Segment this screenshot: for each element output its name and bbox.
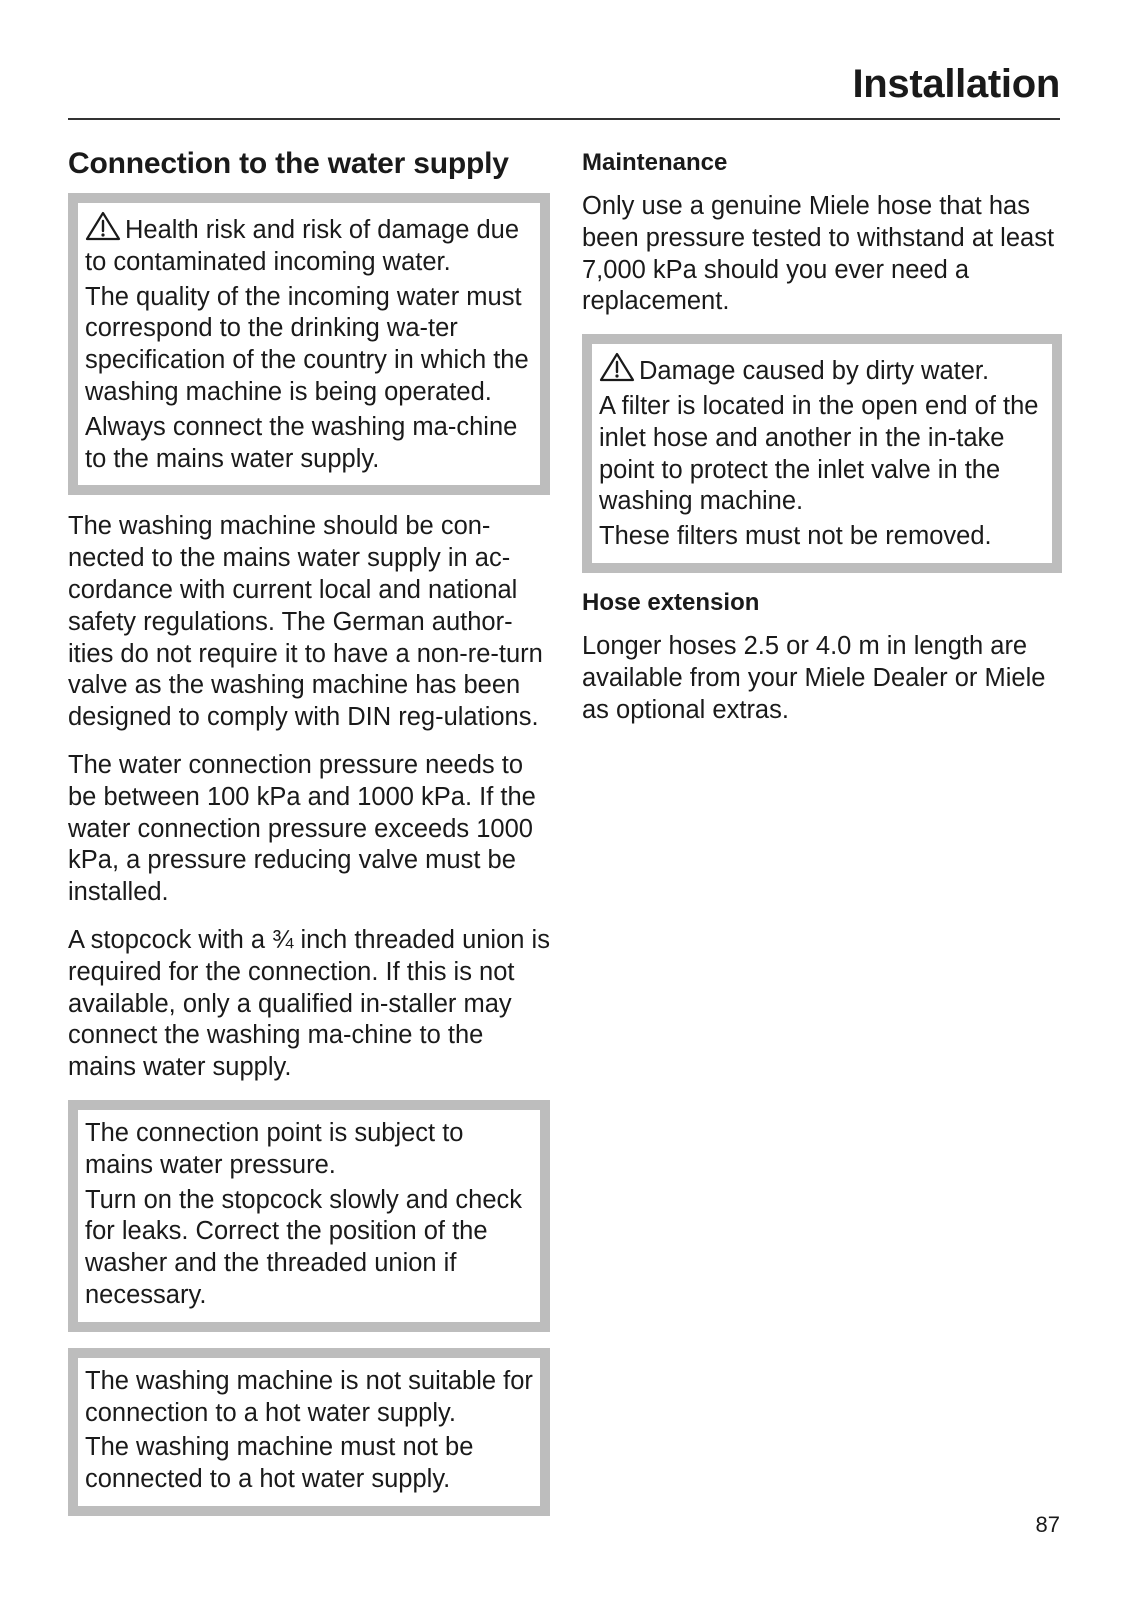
- page-number: 87: [1035, 1512, 1060, 1537]
- warning-text: The quality of the incoming water must correspond to the drinking wa-ter specification of the country in which the washing machine is being operated.: [85, 282, 529, 406]
- notice-text: Turn on the stopcock slowly and check for leaks. Correct the position of the washer and the threaded union if necessary.: [85, 1185, 523, 1309]
- notice-text: The connection point is subject to mains water pressure.: [85, 1118, 464, 1179]
- left-column: [68, 145, 550, 1532]
- warning-heading-text: Damage caused by dirty water.: [639, 357, 990, 386]
- notice-text: The washing machine must not be connected to a hot water supply.: [85, 1433, 474, 1494]
- warning-box-contaminated-water: [68, 193, 550, 495]
- header-divider: [68, 118, 1060, 120]
- warning-text: Always connect the washing ma-chine to the mains water supply.: [85, 412, 518, 473]
- body-paragraph: A stopcock with a ¾ inch threaded union is required for the connection. If this is not available, only a qualified in-staller may connect the washing ma-chine to the mains water supply.: [68, 925, 550, 1082]
- hose-extension-heading: Hose extension: [582, 588, 760, 616]
- body-paragraph: The washing machine should be con-nected to the mains water supply in ac-cordance with current local and national safety regulations. The German author-ities do not require it to have a non-re-turn valve as the washing machine has been designed to comply with DIN reg-ulations.: [68, 512, 543, 732]
- warning-heading: [599, 352, 1046, 388]
- notice-box-hot-water: [68, 1348, 550, 1516]
- maintenance-text: Only use a genuine Miele hose that has been pressure tested to withstand at least 7,000 kPa should you ever need a replacement.: [582, 192, 1055, 316]
- body-paragraph: The water connection pressure needs to be between 100 kPa and 1000 kPa. If the water connection pressure exceeds 1000 kPa, a pressure reducing valve must be installed.: [68, 750, 536, 907]
- notice-box-water-pressure: [68, 1100, 550, 1332]
- warning-triangle-icon: [599, 352, 635, 382]
- warning-box-dirty-water: [582, 334, 1062, 573]
- warning-text: These filters must not be removed.: [599, 522, 992, 551]
- maintenance-heading: Maintenance: [582, 149, 728, 176]
- warning-triangle-icon: [85, 211, 121, 241]
- warning-text: A filter is located in the open end of the inlet hose and another in the in-take point to protect the inlet valve in the washing machine.: [599, 391, 1039, 516]
- warning-heading-text: Health risk and risk of damage due to contaminated incoming water.: [85, 216, 520, 276]
- page-title: Installation: [852, 62, 1060, 106]
- notice-text: The washing machine is not suitable for connection to a hot water supply.: [85, 1366, 533, 1427]
- right-column: [582, 145, 1062, 742]
- section-title: Connection to the water supply: [68, 147, 509, 180]
- warning-heading: [85, 211, 534, 279]
- hose-extension-text: Longer hoses 2.5 or 4.0 m in length are available from your Miele Dealer or Miele as optional extras.: [582, 631, 1046, 724]
